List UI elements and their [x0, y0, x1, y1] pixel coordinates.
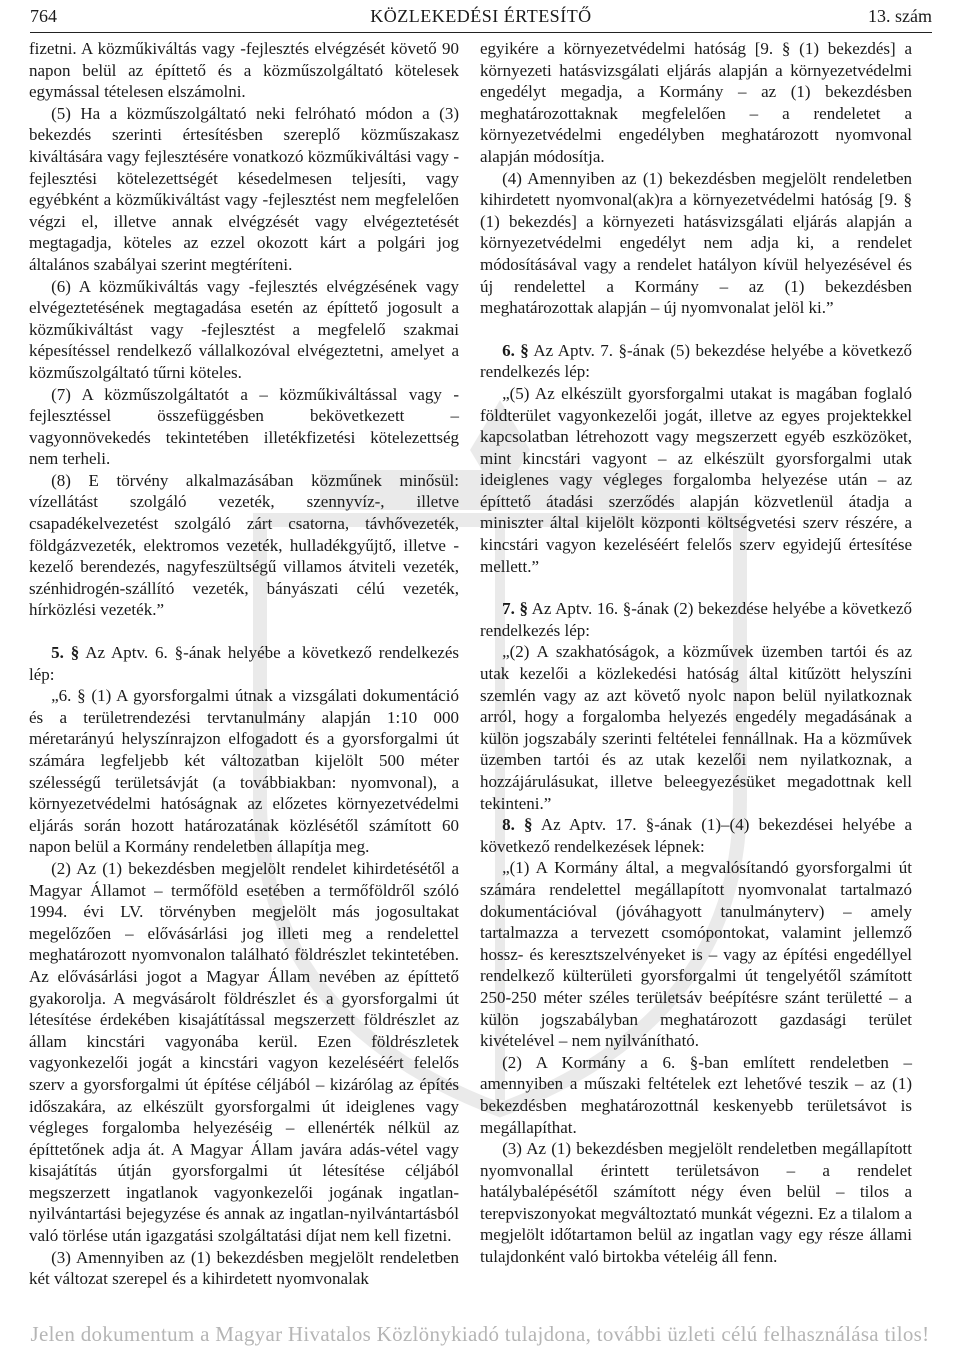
paragraph: „(5) Az elkészült gyorsforgalmi utakat is magában foglaló földterület vagyonkezelői jogát, illetve az egyes projektekkel kapcsolatban létrehozott vagy megszerzett egyéb eszközöket, mint kincstári vagyont – az elkészült gyorsforgalmi utak ideiglenes vagy végleges forgalomba helyezése után – az építtető átadási szerződés alapján közvetlenül átadja a miniszter által kijelölt központi költségvetési szerv részére, a kincstári vagyon kezeléséért felelős szerv egyidejű értesítése mellett.” [480, 383, 912, 576]
section-intro: Az Aptv. 16. §-ának (2) bekezdése helyébe a következő rendelkezés lép: [480, 599, 913, 640]
header-rule [30, 32, 932, 33]
page-number: 764 [30, 6, 57, 26]
copyright-footer: Jelen dokumentum a Magyar Hivatalos Közlönykiadó tulajdona, további üzleti célú felhasználása tilos! [30, 1322, 930, 1346]
paragraph: (2) Az (1) bekezdésben megjelölt rendelet kihirdetésétől a Magyar Államot – termőföld esetében a termőföldről szóló 1994. évi LV. törvényben megjelölt más jogosultakat megelőzően – elővásárlási jog illeti meg a rendelettel meghatározott nyomvonalon található földrészlet tekintetében. Az elővásárlási jogot a Magyar Állam nevében az építtető gyakorolja. A megvásárolt földrészlet és a gyorsforgalmi út létesítése érdekében kisajátítással megszerzett földrészlet az állam kincstári vagyonába kerül. Ezen földrészletek vagyonkezelői jogát a kincstári vagyon kezeléséért felelős szerv a gyorsforgalmi út építése céljából – kizárólag az építés időszakára, az elkészült gyorsforgalmi út ideiglenes vagy végleges forgalomba helyezéséig – ellenérték nélkül az építtetőnek adja át. A Magyar Állam javára adás-vétel vagy kisajátítás útján gyorsforgalmi út létesítése céljából megszerzett ingatlanok vagyonkezelői jogának ingatlan-nyilvántartási bejegyzése és annak az ingatlan-nyilvántartásból való törlése után igazgatási szolgáltatási díjat nem kell fizetni. [29, 858, 459, 1246]
paragraph: „(2) A szakhatóságok, a közművek üzemben tartói és az utak kezelői a közlekedési hatóság által kitűzött helyszíni szemlén vagy az azt követő nyolc napon belül nyilatkoznak arról, hogy a forgalomba helyezés engedély megadásának a külön jogszabály szerinti feltételei fennállnak. Ha a közművek üzemben tartói és az utak kezelői nem nyilatkoznak, a hozzájárulásukat, illetve beleegyezésüket megadottnak kell tekinteni.” [480, 642, 912, 813]
paragraph: (3) Az (1) bekezdésben megjelölt rendeletben megállapított nyomvonallal érintett területsávon – a rendelet hatálybalépésétől számított négy éven belül – tilos a terepviszonyokat megváltoztató munkát végezni. Ez a tilalom a megjelölt időtartamon belül az ingatlan vagy egy része állami tulajdonként való birtokba vételéig áll fenn. [480, 1139, 912, 1267]
section-heading [29, 642, 459, 685]
issue-number: 13. szám [868, 6, 932, 26]
section-intro: Az Aptv. 6. §-ának helyébe a következő rendelkezés lép: [29, 643, 460, 684]
section-number: 5. § [51, 643, 80, 663]
paragraph: „(1) A Kormány által, a megvalósítandó gyorsforgalmi út számára rendelettel megállapított nyomvonalat tartalmazó dokumentációval (jóváhagyott tanulmányterv) – amely tartalmazza a tervezett csomópontokat, valamint jellemző hossz- és keresztszelvényeket is – vagy az építési engedéllyel rendelkező külterületi gyorsforgalmi út tengelyétől számított 250-250 méter széles területsáv beépítésre szánt területté – a külön jogszabályban meghatározott gazdasági terület kivételével – nem nyilvánítható. [480, 858, 912, 1051]
section-heading [480, 598, 912, 641]
paragraph: (4) Amennyiben az (1) bekezdésben megjelölt rendeletben kihirdetett nyomvonal(ak)ra a környezetvédelmi hatóság [9. § (1) bekezdés] a környezeti hatásvizsgálati eljárás alapján a környezetvédelmi engedélyt nem adja ki, a rendelet módosításával vagy a rendelet hatályon kívül helyezésével és új rendelettel a Kormány – az (1) bekezdésben meghatározottak alapján – új nyomvonalat jelöl ki.” [480, 168, 912, 318]
section-number: 7. § [502, 599, 528, 619]
paragraph: (2) A Kormány a 6. §-ban említett rendeletben – amennyiben a műszaki feltételek ezt lehetővé teszik – az (1) bekezdésben meghatározottnál keskenyebb területsávot is megállapíthat. [480, 1052, 912, 1137]
paragraph: (5) Ha a közműszolgáltató neki felróható módon a (3) bekezdés szerinti értesítésben szereplő közműszakasz kiváltására vagy fejlesztésére vonatkozó közműkiváltási vagy -fejlesztési kötelezettségét késedelmesen teljesíti, vagy egyébként a közműkiváltást vagy -fejlesztést nem megfelelően végzi el, illetve annak elvégzését vagy elvégeztetését megtagadja, köteles az ezzel okozott kárt a polgári jog általános szabályai szerint megtéríteni. [29, 103, 459, 274]
journal-title: KÖZLEKEDÉSI ÉRTESÍTŐ [370, 6, 592, 26]
paragraph: „6. § (1) A gyorsforgalmi útnak a vizsgálati dokumentáció és a területrendezési tervtanulmány alapján 1:10 000 méretarányú helyszínrajzon elfogadott és a gyorsforgalmi út számára legfeljebb két változatban kijelölt 500 méter szélességű területsávját (a továbbiakban: nyomvonal), a környezetvédelmi hatóságnak az előzetes környezetvédelmi eljárás során hozott határozatának közlésétől számított 60 napon belül a Kormány rendeletben állapítja meg. [29, 686, 459, 857]
section-intro: Az Aptv. 7. §-ának (5) bekezdése helyébe a következő rendelkezés lép: [480, 340, 913, 382]
paragraph: (3) Amennyiben az (1) bekezdésben megjelölt rendeletben két változat szerepel és a kihirdetett nyomvonalak [29, 1247, 459, 1289]
paragraph: (7) A közműszolgáltatót a – közműkiváltással vagy -fejlesztéssel összefüggésben bekövetkezett – vagyonnövekedés tekintetében illetékfizetési kötelezettség nem terheli. [29, 384, 459, 469]
left-column [29, 38, 459, 1290]
paragraph: egyikére a környezetvédelmi hatóság [9. § (1) bekezdés] a környezeti hatásvizsgálati eljárás alapján a környezetvédelmi engedélyt megadja, a Kormány – az (1) bekezdésben meghatározottaknak megfelelően – a rendeletet a környezetvédelmi engedélyben meghatározott nyomvonal alapján módosítja. [480, 39, 912, 166]
paragraph: (8) E törvény alkalmazásában közműnek minősül: vízellátást szolgáló vezeték, szennyvíz-, illetve csapadékelvezetést szolgáló zárt csatorna, távhővezeték, földgázvezeték, elektromos vezeték, hulladékgyűjtő, illetve -kezelő berendezés, nagyfeszültségű villamos átviteli vezeték, szénhidrogén-szállító vezeték, bányászati célú vezeték, hírközlési vezeték.” [29, 470, 459, 620]
section-heading [480, 340, 912, 383]
section-number: 6. § [502, 340, 529, 360]
paragraph: fizetni. A közműkiváltás vagy -fejlesztés elvégzését követő 90 napon belül az építtető és a közműszolgáltató kötelesek egymással tételesen elszámolni. [29, 39, 459, 102]
section-number: 8. § [502, 815, 533, 835]
section-intro: Az Aptv. 17. §-ának (1)–(4) bekezdései helyébe a következő rendelkezések lépnek: [480, 815, 912, 856]
page-header [30, 4, 932, 30]
paragraph: (6) A közműkiváltás vagy -fejlesztés elvégzésének vagy elvégeztetésének megtagadása esetén az építtető jogosult a közműkiváltást vagy -fejlesztést a megfelelő szakmai képesítéssel rendelkező vállalkozóval elvégeztetni, amelyet a közműszolgáltató tűrni köteles. [29, 276, 459, 382]
paragraph [480, 814, 912, 857]
right-column [480, 38, 912, 1268]
